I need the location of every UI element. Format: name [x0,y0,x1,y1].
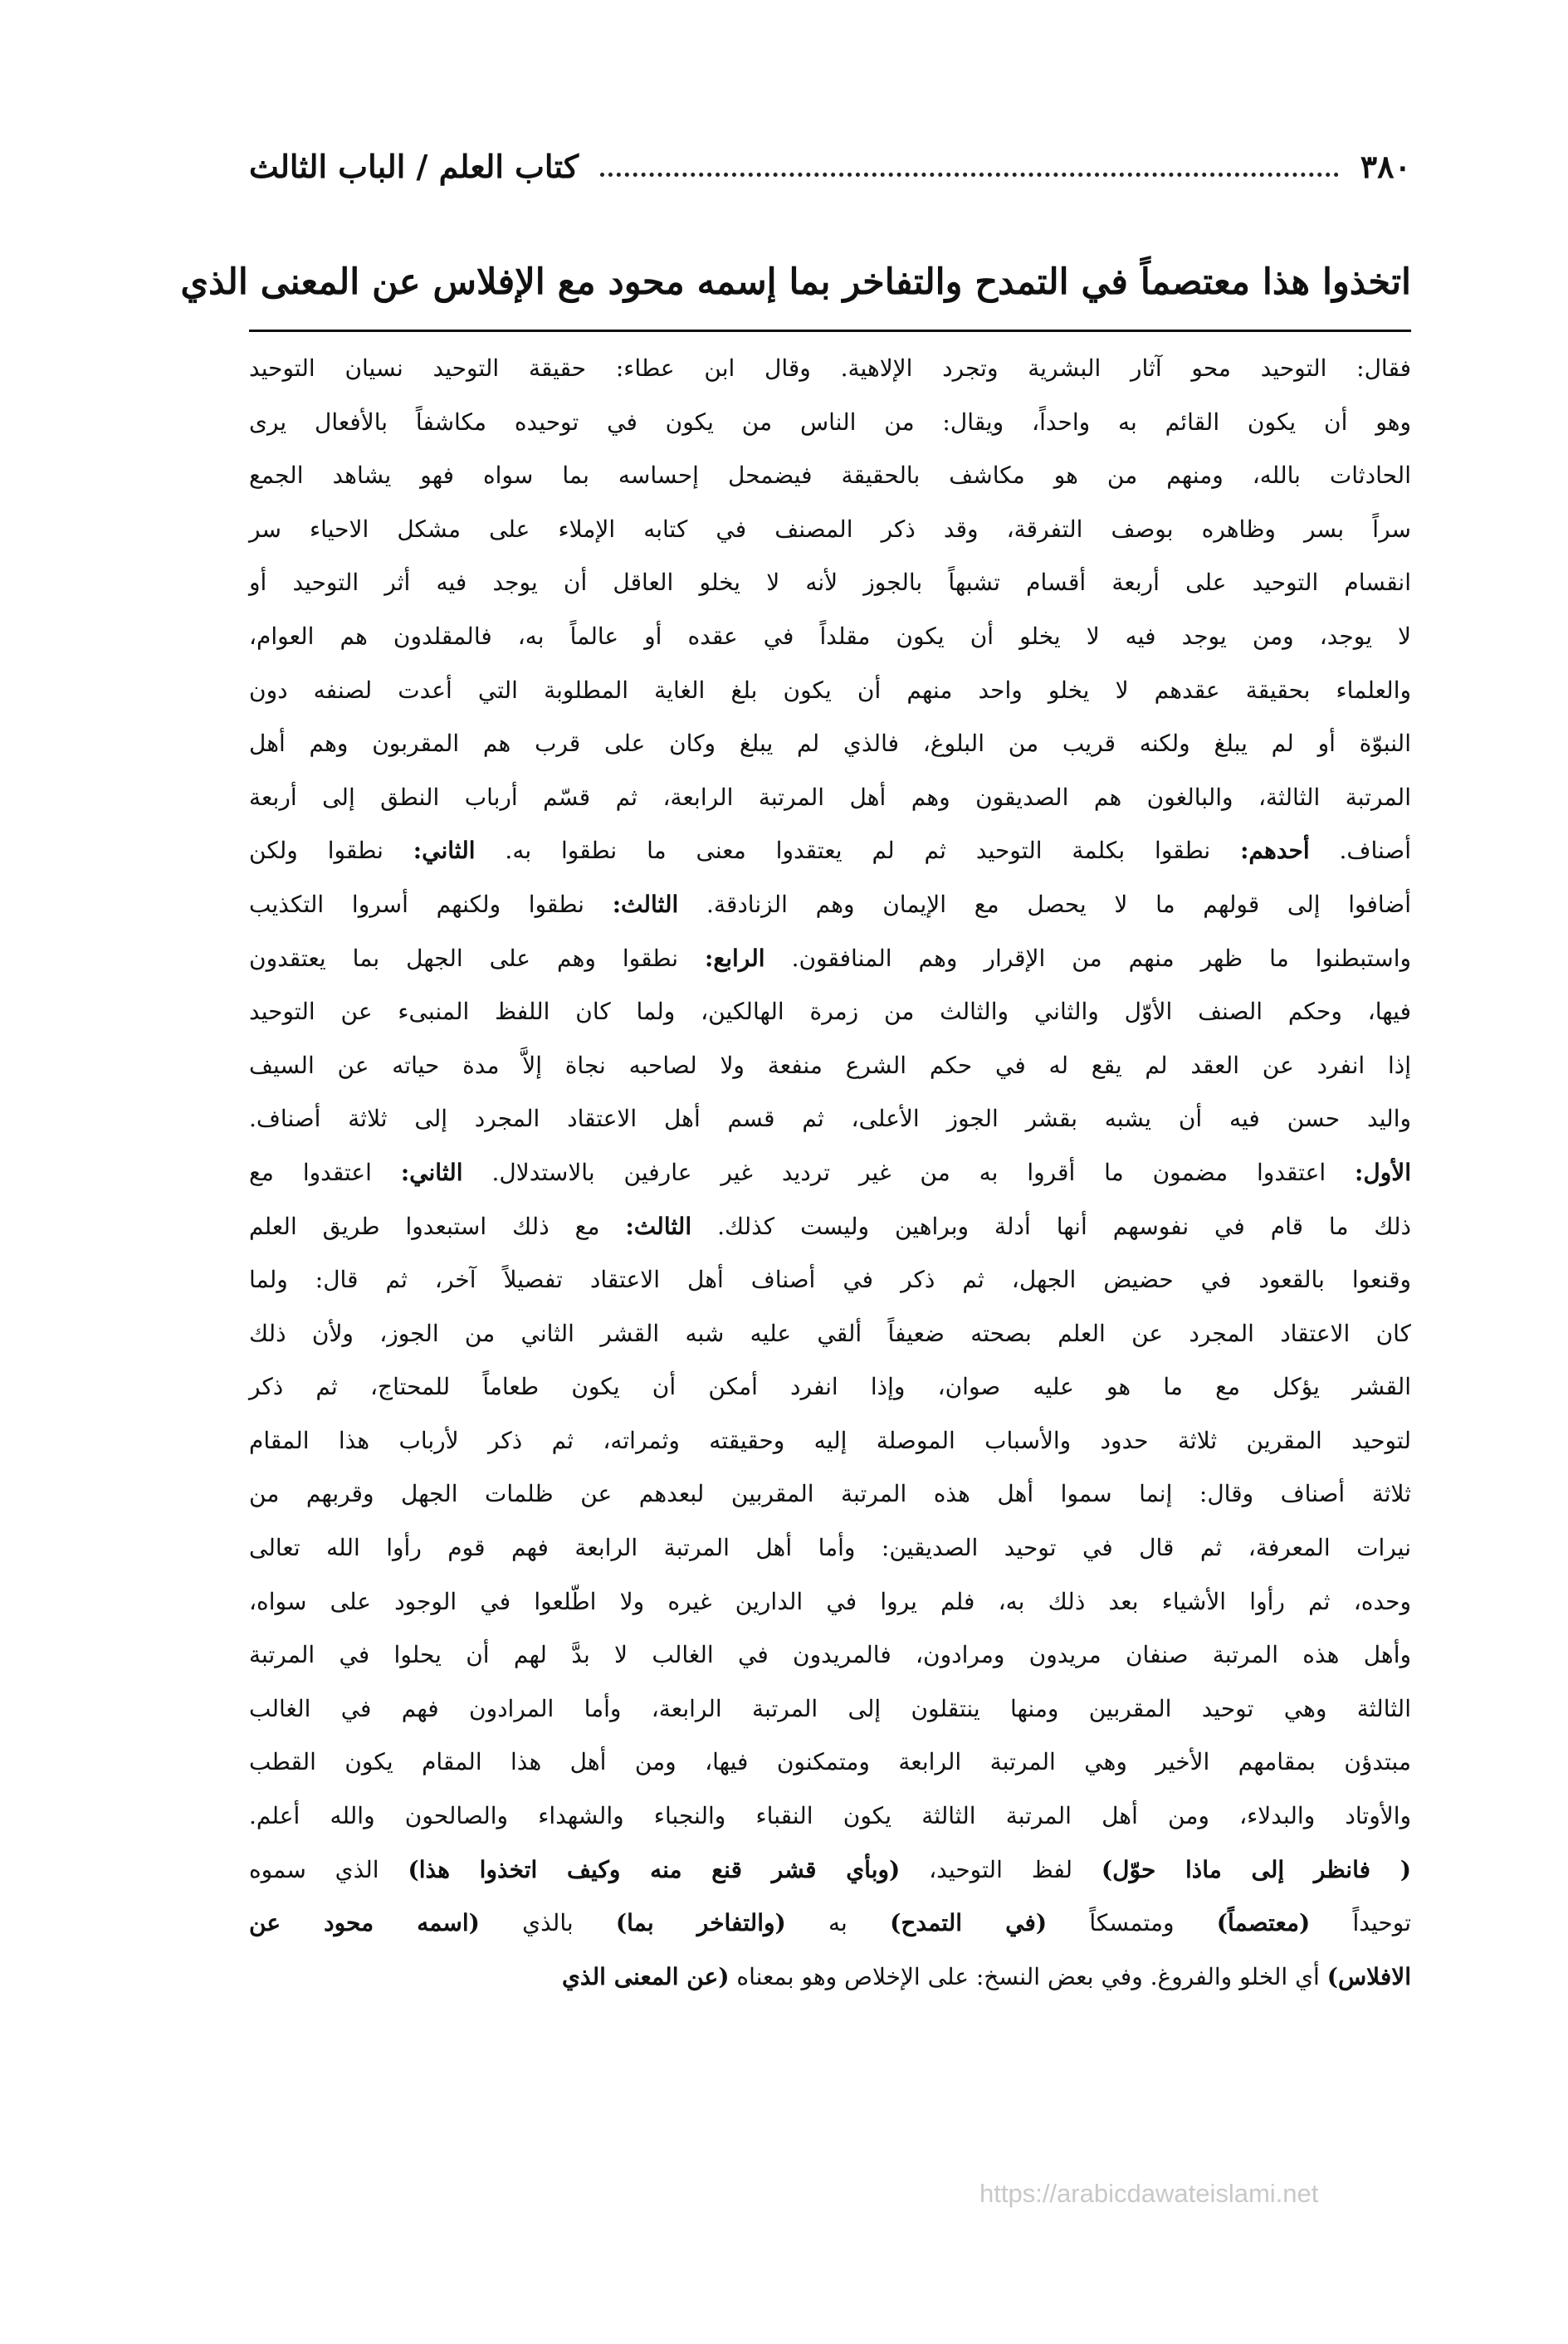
text-segment: انقسام التوحيد على أربعة أقسام تشبهاً بالجوز لأنه لا يخلو العاقل أن يوجد فيه أثر التوحيد أو [249,569,1411,597]
bold-segment: (والتفاخر بما) [615,1909,786,1937]
text-segment: الثالثة وهي توحيد المقربين ومنها ينتقلون إلى المرتبة الرابعة، وأما المرادون فهم في الغالب [249,1694,1411,1722]
text-segment: أضافوا إلى قولهم ما لا يحصل مع الإيمان وهم الزنادقة. [678,890,1411,918]
text-segment: أي الخلو والفروغ. وفي بعض النسخ: على الإخلاص وهو بمعناه [729,1962,1327,1990]
commentary-line [249,1253,1411,1307]
commentary-line [249,1575,1411,1629]
bold-segment: أحدهم: [1240,837,1310,865]
text-segment: وقنعوا بالقعود في حضيض الجهل، ثم ذكر في أصناف أهل الاعتقاد تفصيلاً آخر، ثم قال: ولما [249,1266,1411,1294]
commentary-line [249,503,1411,557]
text-segment: ومتمسكاً [1047,1909,1217,1937]
text-segment: مبتدؤن بمقامهم الأخير وهي المرتبة الرابعة ومتمكنون فيها، ومن أهل هذا المقام يكون القطب [249,1748,1411,1776]
text-segment: وحده، ثم رأوا الأشياء بعد ذلك به، فلم يروا في الدارين غيره ولا اطّلعوا في الوجود على سواه، [249,1587,1411,1615]
text-segment: الذي سموه [249,1855,408,1883]
text-segment: ذلك ما قام في نفوسهم أنها أدلة وبراهين وليست كذلك. [691,1212,1411,1240]
text-segment: نطقوا ولكن [249,837,413,865]
text-segment: نطقوا بكلمة التوحيد ثم لم يعتقدوا معنى ما نطقوا به. [475,837,1241,865]
commentary-line [249,824,1411,878]
matn-text: اتخذوا هذا معتصماً في التمدح والتفاخر بما إسمه محود مع الإفلاس عن المعنى الذي [180,261,1411,303]
text-segment: المرتبة الثالثة، والبالغون هم الصديقون وهم أهل المرتبة الرابعة، ثم قسّم أرباب النطق إلى أربعة [249,783,1411,811]
bold-segment: الثالث: [612,890,679,918]
commentary-line [249,610,1411,664]
commentary-line [249,396,1411,450]
text-segment: إذا انفرد عن العقد لم يقع له في حكم الشرع منفعة ولا لصاحبه نجاة إلاَّ مدة حياته عن السيف [249,1051,1411,1079]
text-segment: نطقوا وهم على الجهل بما يعتقدون [249,944,706,972]
bold-segment: الأول: [1355,1158,1411,1186]
text-segment: الحادثات بالله، ومنهم من هو مكاشف بالحقيقة فيضمحل إحساسه بما سواه فهو يشاهد الجمع [249,461,1411,490]
header-dotted-leader [600,156,1339,177]
bold-segment: (عن المعنى الذي [562,1962,730,1990]
page-number: ٣٨٠ [1360,147,1411,185]
bold-segment: ( فانظر إلى ماذا حوّل) [1101,1855,1411,1883]
watermark-url: https://arabicdawateislami.net [979,2179,1319,2208]
text-segment: لا يوجد، ومن يوجد فيه لا يخلو أن يكون مقلداً في عقده أو عالماً به، فالمقلدون هم العوام، [249,622,1411,650]
text-segment: اعتقدوا مضمون ما أقروا به من غير ترديد غير عارفين بالاستدلال. [462,1158,1356,1186]
bold-segment: (وبأي قشر قنع منه وكيف اتخذوا هذا) [408,1855,901,1883]
text-segment: فقال: التوحيد محو آثار البشرية وتجرد الإلاهية. وقال ابن عطاء: حقيقة التوحيد نسيان التوحيد [249,354,1411,382]
bold-segment: الرابع: [705,944,765,972]
text-segment: فيها، وحكم الصنف الأوّل والثاني والثالث من زمرة الهالكين، ولما كان اللفظ المنبىء عن التوحيد [249,998,1411,1026]
text-segment: القشر يؤكل مع ما هو عليه صوان، وإذا انفرد أمكن أن يكون طعاماً للمحتاج، ثم ذكر [249,1373,1411,1401]
text-segment: به [785,1909,891,1937]
commentary-line [249,1467,1411,1521]
commentary-line [249,1521,1411,1575]
page [180,125,1412,2249]
page-header [249,141,1411,191]
commentary-line [249,771,1411,825]
commentary-line [249,1414,1411,1468]
commentary-line [249,1629,1411,1682]
text-segment: نيرات المعرفة، ثم قال في توحيد الصديقين: وأما أهل المرتبة الرابعة فهم قوم رأوا الله تعالى [249,1534,1411,1562]
commentary-line [249,1790,1411,1843]
text-segment: توحيداً [1310,1909,1411,1937]
bold-segment: الثاني: [400,1158,463,1186]
text-segment: النبوّة أو لم يبلغ ولكنه قريب من البلوغ، فالذي لم يبلغ وكان على قرب هم المقربون وهم أهل [249,730,1411,758]
commentary-line [249,932,1411,986]
text-segment: اعتقدوا مع [249,1158,401,1186]
commentary-line [249,1682,1411,1736]
commentary-line [249,1951,1411,2005]
text-segment: ثلاثة أصناف وقال: إنما سموا أهل هذه المرتبة المقربين لبعدهم عن ظلمات الجهل وقربهم من [249,1480,1411,1508]
commentary-line [249,878,1411,932]
text-segment: بالذي [479,1909,616,1937]
commentary-line [249,1843,1411,1897]
commentary-line [249,1897,1411,1951]
text-segment: مع ذلك استبعدوا طريق العلم [249,1212,626,1240]
bold-segment: الافلاس) [1326,1962,1411,1990]
commentary-line [249,664,1411,718]
bold-segment: الثالث: [625,1212,692,1240]
bold-segment: الثاني: [413,837,476,865]
text-segment: لتوحيد المقرين ثلاثة حدود والأسباب الموصلة إليه وحقيقته وثمراته، ثم ذكر لأرباب هذا المقام [249,1426,1411,1454]
commentary-line [249,1307,1411,1361]
commentary-block [249,342,1411,2004]
text-segment: سراً بسر وظاهره بوصف التفرقة، وقد ذكر المصنف في كتابه الإملاء على مشكل الاحياء سر [249,515,1411,543]
bold-segment: (معتصماً) [1216,1909,1311,1937]
text-segment: وهو أن يكون القائم به واحداً، ويقال: من الناس من يكون في توحيده مكاشفاً بالأفعال يرى [249,408,1411,436]
commentary-line [249,556,1411,610]
commentary-line [249,1039,1411,1093]
commentary-line [249,342,1411,396]
text-segment: نطقوا ولكنهم أسروا التكذيب [249,890,613,918]
commentary-line [249,1146,1411,1200]
text-segment: والعلماء بحقيقة عقدهم لا يخلو واحد منهم أن يكون بلغ الغاية المطلوبة التي أعدت لصنفه دون [249,676,1411,704]
text-segment: والأوتاد والبدلاء، ومن أهل المرتبة الثالثة يكون النقباء والنجباء والشهداء والصالحون والله أعلم. [249,1802,1411,1830]
text-segment: واليد حسن فيه أن يشبه بقشر الجوز الأعلى، ثم قسم أهل الاعتقاد المجرد إلى ثلاثة أصناف. [249,1105,1411,1133]
bold-segment: (اسمه محود عن [249,1909,480,1937]
commentary-line [249,1092,1411,1146]
commentary-line [249,1360,1411,1414]
commentary-line [249,1736,1411,1790]
text-segment: لفظ التوحيد، [900,1855,1102,1883]
text-segment: وأهل هذه المرتبة صنفان مريدون ومرادون، فالمريدون في الغالب لا بدَّ لهم أن يحلوا في المرتبة [249,1641,1411,1669]
bold-segment: (في التمدح) [890,1909,1048,1937]
commentary-line [249,1200,1411,1254]
text-segment: كان الاعتقاد المجرد عن العلم بصحته ضعيفاً ألقي عليه شبه القشر الثاني من الجوز، ولأن ذلك [249,1319,1411,1347]
text-segment: واستبطنوا ما ظهر منهم من الإقرار وهم المنافقون. [764,944,1412,972]
commentary-line [249,985,1411,1039]
text-segment: أصناف. [1309,837,1411,865]
running-title: كتاب العلم / الباب الثالث [249,147,579,185]
separator-rule [249,330,1411,332]
commentary-line [249,717,1411,771]
commentary-line [249,449,1411,503]
